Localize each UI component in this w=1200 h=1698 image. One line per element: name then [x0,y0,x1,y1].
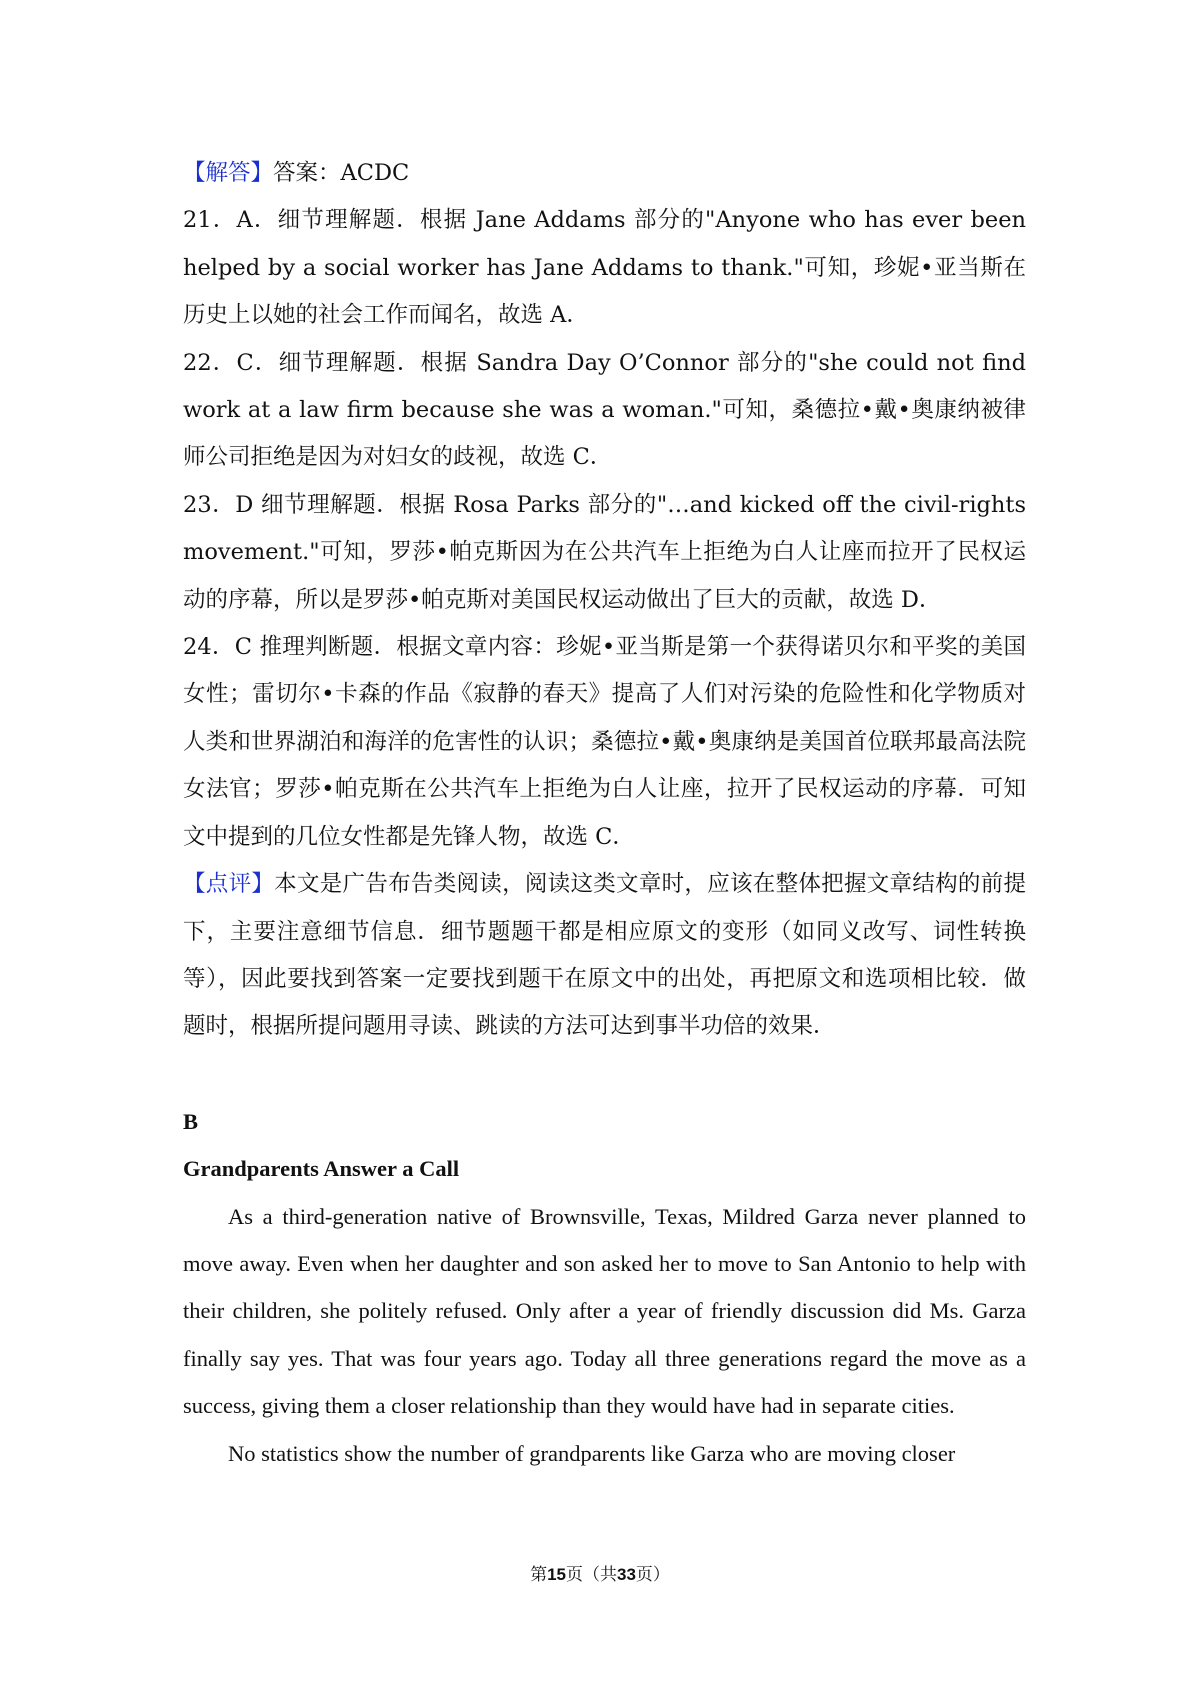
explanation-item-23: 23．D 细节理解题．根据 Rosa Parks 部分的"…and kicked off the civil-rights movement."可知，罗莎•帕克斯因为在公共汽车上拒绝为白人让座而拉开了民权运动的序幕，所以是罗莎•帕克斯对美国民权运动做出了巨大的贡献，故选 D． [183,491,1026,613]
footer-page-number: 15 [547,1565,566,1584]
footer-suffix: 页） [635,1565,670,1585]
comment-label: 【点评】 [183,871,275,898]
footer-total-pages: 33 [617,1565,636,1584]
passage-paragraph-2: No statistics show the number of grandparents like Garza who are moving closer [228,1440,956,1466]
answer-line [183,150,1026,197]
footer-prefix: 第 [530,1565,548,1585]
page-content [183,150,1026,1477]
answer-text: 答案：ACDC [273,160,410,186]
answer-label: 【解答】 [183,160,274,186]
footer-middle: 页（共 [566,1565,617,1585]
comment-text: 本文是广告布告类阅读，阅读这类文章时，应该在整体把握文章结构的前提下，主要注意细节信息．细节题题干都是相应原文的变形（如同义改写、词性转换等），因此要找到答案一定要找到题干在原文中的出处，再把原文和选项相比较．做题时，根据所提问题用寻读、跳读的方法可达到事半功倍的效果． [183,871,1026,1040]
spacer [183,1051,1026,1098]
explanation-item-21: 21．A．细节理解题．根据 Jane Addams 部分的"Anyone who has ever been helped by a social worker has Jane Addams to thank."可知，珍妮•亚当斯在历史上以她的社会工作而闻名，故选 A． [183,207,1026,329]
section-letter: B [183,1108,199,1134]
page-footer [0,1560,1200,1585]
passage-paragraph-1: As a third-generation native of Brownsville, Texas, Mildred Garza never planned to move away. Even when her daughter and son asked her to move to San Antonio to help with their children, she politely refused. Only after a year of friendly discussion did Ms. Garza finally say yes. That was four years ago. Today all three generations regard the move as a success, giving them a closer relationship than they would have had in separate cities. [183,1203,1026,1419]
explanation-item-24: 24．C 推理判断题．根据文章内容：珍妮•亚当斯是第一个获得诺贝尔和平奖的美国女性；雷切尔•卡森的作品《寂静的春天》提高了人们对污染的危险性和化学物质对人类和世界湖泊和海洋的危害性的认识；桑德拉•戴•奥康纳是美国首位联邦最高法院女法官；罗莎•帕克斯在公共汽车上拒绝为白人让座，拉开了民权运动的序幕．可知文中提到的几位女性都是先锋人物，故选 C． [183,634,1026,850]
explanation-item-22: 22．C．细节理解题．根据 Sandra Day O’Connor 部分的"she could not find work at a law firm because she was a woman."可知，桑德拉•戴•奥康纳被律师公司拒绝是因为对妇女的歧视，故选 C． [183,349,1026,471]
comment-paragraph [183,861,1026,1051]
passage-title: Grandparents Answer a Call [183,1156,460,1182]
